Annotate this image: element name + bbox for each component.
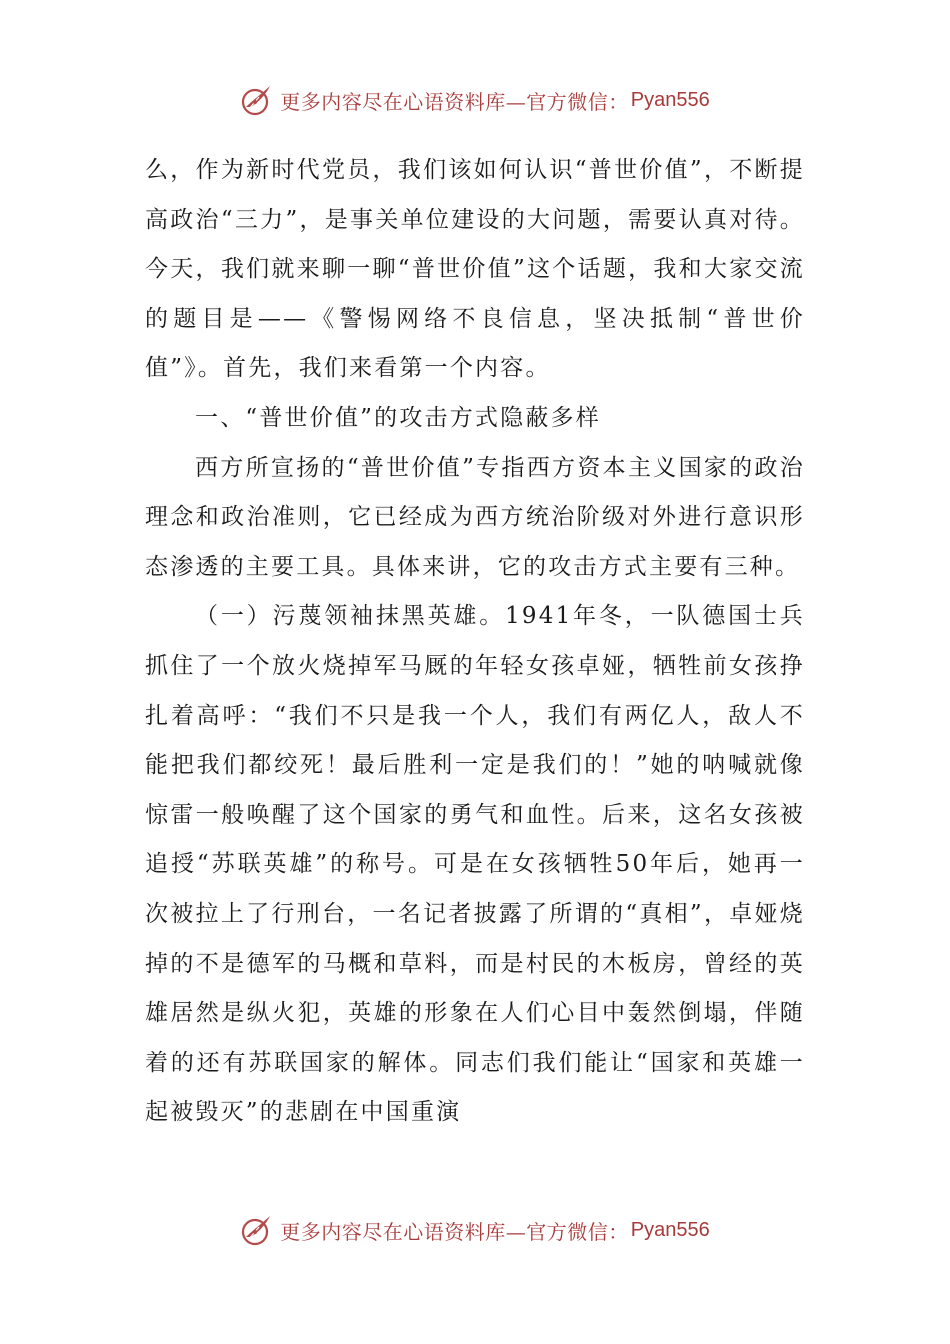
- document-body: [145, 146, 805, 1138]
- header-banner-text: 更多内容尽在心语资料库—官方微信：: [280, 89, 629, 114]
- quill-logo-icon: [240, 83, 274, 117]
- footer-banner-wechat-id: Pyan556: [630, 1218, 710, 1241]
- section-heading-1: 一、“普世价值”的攻击方式隐蔽多样: [195, 404, 601, 431]
- header-banner-wechat-id: Pyan556: [630, 88, 710, 111]
- footer-banner-text: 更多内容尽在心语资料库—官方微信：: [280, 1219, 629, 1244]
- paragraph-intro-continuation: 么，作为新时代党员，我们该如何认识“普世价值”，不断提高政治“三力”，是事关单位建设的大问题，需要认真对待。今天，我们就来聊一聊“普世价值”这个话题，我和大家交流的题目是——《警惕网络不良信息，坚决抵制“普世价值”》。首先，我们来看第一个内容。: [145, 157, 805, 382]
- header-banner: [0, 80, 950, 120]
- footer-banner: [0, 1210, 950, 1250]
- paragraph-subsection-1: （一）污蔑领袖抹黑英雄。1941年冬，一队德国士兵抓住了一个放火烧掉军马厩的年轻女孩卓娅，牺牲前女孩挣扎着高呼：“我们不只是我一个人，我们有两亿人，敌人不能把我们都绞死！最后胜利一定是我们的！”她的呐喊就像惊雷一般唤醒了这个国家的勇气和血性。后来，这名女孩被追授“苏联英雄”的称号。可是在女孩牺牲50年后，她再一次被拉上了行刑台，一名记者披露了所谓的“真相”，卓娅烧掉的不是德军的马概和草料，而是村民的木板房，曾经的英雄居然是纵火犯，英雄的形象在人们心目中轰然倒塌，伴随着的还有苏联国家的解体。同志们我们能让“国家和英雄一起被毁灭”的悲剧在中国重演: [145, 603, 805, 1126]
- quill-logo-icon: [240, 1213, 274, 1247]
- paragraph-western-values: 西方所宣扬的“普世价值”专指西方资本主义国家的政治理念和政治准则，它已经成为西方统治阶级对外进行意识形态渗透的主要工具。具体来讲，它的攻击方式主要有三种。: [145, 454, 805, 580]
